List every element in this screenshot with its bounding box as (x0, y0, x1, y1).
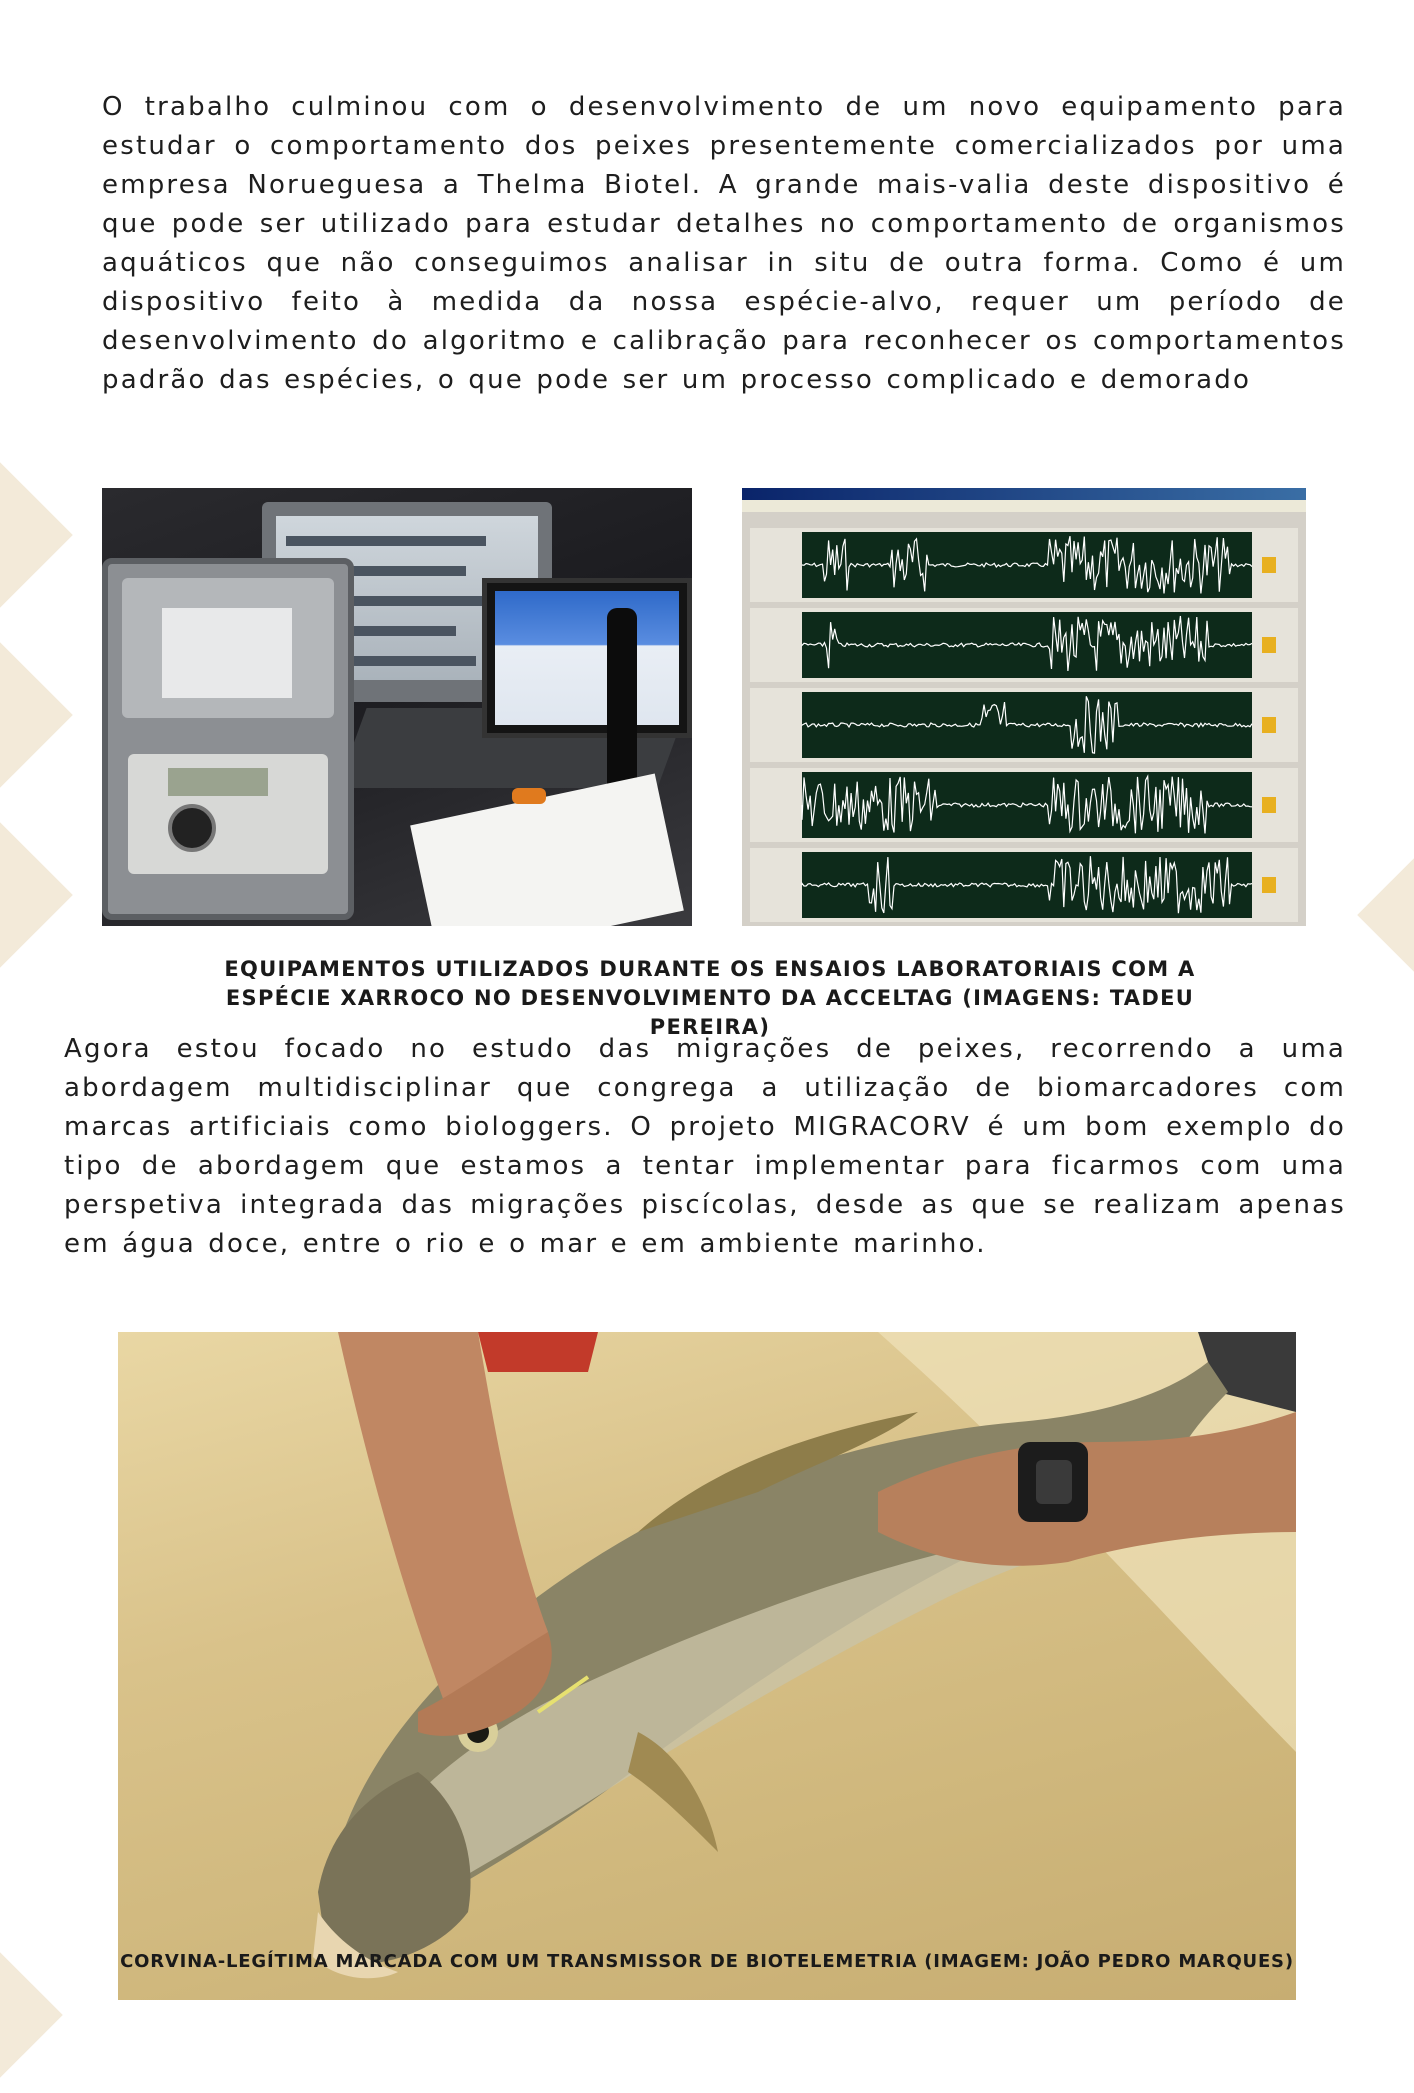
paragraph-migrations: Agora estou focado no estudo das migrações de peixes, recorrendo a uma abordagem multidisciplinar que congrega a utilização de biomarcadores com marcas artificiais como biologgers. O projeto MIGRACORV é um bom exemplo do tipo de abordagem que estamos a tentar implementar para ficarmos com uma perspetiva integrada das migrações piscícolas, desde as que se realizam apenas em água doce, entre o rio e o mar e em ambiente marinho. (64, 1034, 1346, 1259)
paper-sheet (410, 774, 684, 926)
waveform-software-photo (742, 488, 1306, 926)
acoustic-tag (512, 788, 546, 804)
caption-equipment: EQUIPAMENTOS UTILIZADOS DURANTE OS ENSAIOS LABORATORIAIS COM A ESPÉCIE XARROCO NO DESENVOLVIMENTO DA ACCELTAG (IMAGENS: TADEU PEREIRA) (224, 957, 1196, 1039)
caption-fish: CORVINA-LEGÍTIMA MARCADA COM UM TRANSMISSOR DE BIOTELEMETRIA (IMAGEM: JOÃO PEDRO MARQUES) (120, 1951, 1294, 1972)
fish-photo (118, 1332, 1296, 2000)
paragraph-intro: O trabalho culminou com o desenvolvimento de um novo equipamento para estudar o comportamento dos peixes presentemente comercializados por uma empresa Norueguesa a Thelma Biotel. A grande mais-valia deste dispositivo é que pode ser utilizado para estudar detalhes no comportamento de organismos aquáticos que não conseguimos analisar in situ de outra forma. Como é um dispositivo feito à medida da nossa espécie-alvo, requer um período de desenvolvimento do algoritmo e calibração para reconhecer os comportamentos padrão das espécies, o que pode ser um processo complicado e demorado (102, 92, 1346, 395)
decor-diamond (1357, 837, 1414, 993)
waveform-panels (742, 488, 1306, 926)
decor-diamond (0, 817, 73, 973)
laptop (482, 578, 692, 738)
decor-diamond (0, 1937, 63, 2093)
decor-diamond (0, 457, 73, 613)
lab-equipment-photo (102, 488, 692, 926)
receiver-case (102, 558, 354, 920)
decor-diamond (0, 637, 73, 793)
